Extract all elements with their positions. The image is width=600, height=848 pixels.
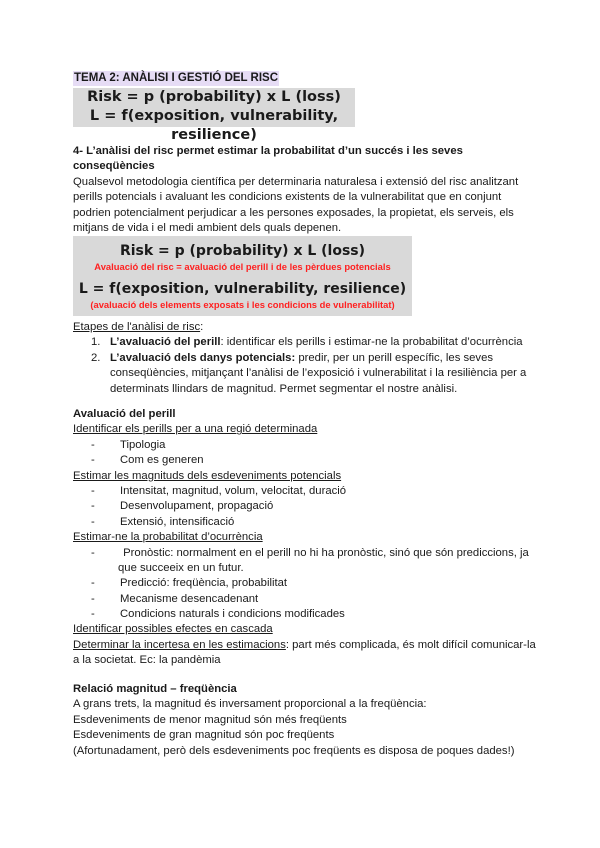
dash: - (91, 546, 95, 559)
list-item (73, 335, 526, 350)
list-item: Tipologia (120, 438, 166, 451)
paragraph-line: Esdeveniments de gran magnitud són poc freqüents (73, 729, 335, 742)
section-4 (73, 144, 518, 236)
loss-formula: L = f(exposition, vulnerability, resilience) (89, 108, 339, 143)
formula-box (73, 88, 355, 143)
list-item: Condicions naturals i condicions modificades (120, 608, 345, 621)
relacio-section (73, 682, 514, 759)
dash: - (91, 500, 95, 513)
list-item-cont: que succeeix en un futur. (118, 561, 244, 574)
item-bold: L’avaluació del perill (110, 336, 221, 349)
dash: - (91, 608, 95, 621)
section-heading: Avaluació del perill (73, 408, 176, 420)
etapes-label: Etapes de l'anàlisi de risc (73, 321, 201, 333)
risk-formula: Risk = p (probability) x L (loss) (87, 89, 341, 105)
item-number: 2. (91, 351, 101, 364)
risk-formula: Risk = p (probability) x L (loss) (119, 243, 366, 259)
paragraph-line: Qualsevol metodologia científica per determinaria naturalesa i extensió del risc analitzant (73, 175, 519, 188)
group-heading: Identificar possibles efectes en cascada (73, 623, 273, 636)
loss-note: (avaluació dels elements exposats i les condicions de vulnerabilitat) (90, 299, 395, 310)
loss-formula: L = f(exposition, vulnerability, resilience) (78, 281, 407, 297)
list-item: Desenvolupament, propagació (120, 500, 274, 513)
dash: - (91, 577, 95, 590)
paragraph-line: podrien potencialment perjudicar a les persones exposades, la propietat, els serveis, els (73, 206, 514, 219)
item-text: : identificar els perills i estimar-ne la probabilitat d’ocurrència (220, 336, 523, 349)
item-text-cont: determinats llindars de magnitud. Permet segmentar el nostre anàlisi. (110, 382, 458, 395)
group-heading: Estimar-ne la probabilitat d’ocurrència (73, 531, 263, 544)
group-text: : part més complicada, és molt difícil comunicar-la (285, 638, 536, 651)
group-heading: Estimar les magnituds dels esdeveniments potencials (73, 469, 342, 482)
colon: : (200, 321, 204, 333)
paragraph-line: Esdeveniments de menor magnitud són més freqüents (73, 713, 347, 726)
item-text: predir, per un perill específic, les seves (295, 351, 494, 364)
document-title: TEMA 2: ANÀLISI I GESTIÓ DEL RISC (74, 72, 279, 84)
dash: - (91, 438, 95, 451)
item-bold: L’avaluació dels danys potencials: (110, 351, 296, 364)
paragraph-line: (Afortunadament, però dels esdeveniments poc freqüents es disposa de poques dades!) (73, 744, 515, 757)
list-item: Pronòstic: normalment en el perill no hi ha pronòstic, sinó que són prediccions, ja (120, 546, 529, 559)
etapes-section (73, 320, 526, 397)
list-item: Extensió, intensificació (120, 515, 235, 528)
list-item (73, 351, 526, 366)
list-item: Intensitat, magnitud, volum, velocitat, duració (120, 484, 347, 497)
item-text-cont: conseqüències, mitjançant l’anàlisi de l’exposició i vulnerabilitat i la resiliència per a (110, 367, 527, 380)
paragraph-line: A grans trets, la magnitud és inversament proporcional a la freqüència: (73, 698, 427, 711)
group-heading: Identificar els perills per a una regió determinada (73, 423, 318, 436)
section-heading: 4- L’anàlisi del risc permet estimar la probabilitat d’un succés i les seves (73, 145, 463, 157)
list-item: Com es generen (120, 454, 204, 467)
paragraph-line: perills potencials i avaluant les condicions existents de la vulnerabilitat que en conjunt (73, 191, 502, 204)
section-heading-cont: conseqüències (73, 160, 155, 173)
avaluacio-section (73, 407, 536, 669)
formula-box-annotated (73, 236, 412, 316)
dash: - (91, 454, 95, 467)
dash: - (91, 592, 95, 605)
list-item: Predicció: freqüència, probabilitat (120, 577, 288, 590)
list-item: Mecanisme desencadenant (120, 592, 259, 605)
group-text-cont: a la societat. Ec: la pandèmia (73, 654, 221, 667)
dash: - (91, 515, 95, 528)
group-heading: Determinar la incertesa en les estimacions (73, 638, 286, 651)
item-number: 1. (91, 336, 101, 349)
paragraph-line: mitjans de vida i el medi ambient dels quals depenen. (73, 221, 342, 234)
risk-note: Avaluació del risc = avaluació del perill i de les pèrdues potencials (94, 261, 391, 272)
section-heading: Relació magnitud – freqüència (73, 683, 237, 695)
dash: - (91, 484, 95, 497)
